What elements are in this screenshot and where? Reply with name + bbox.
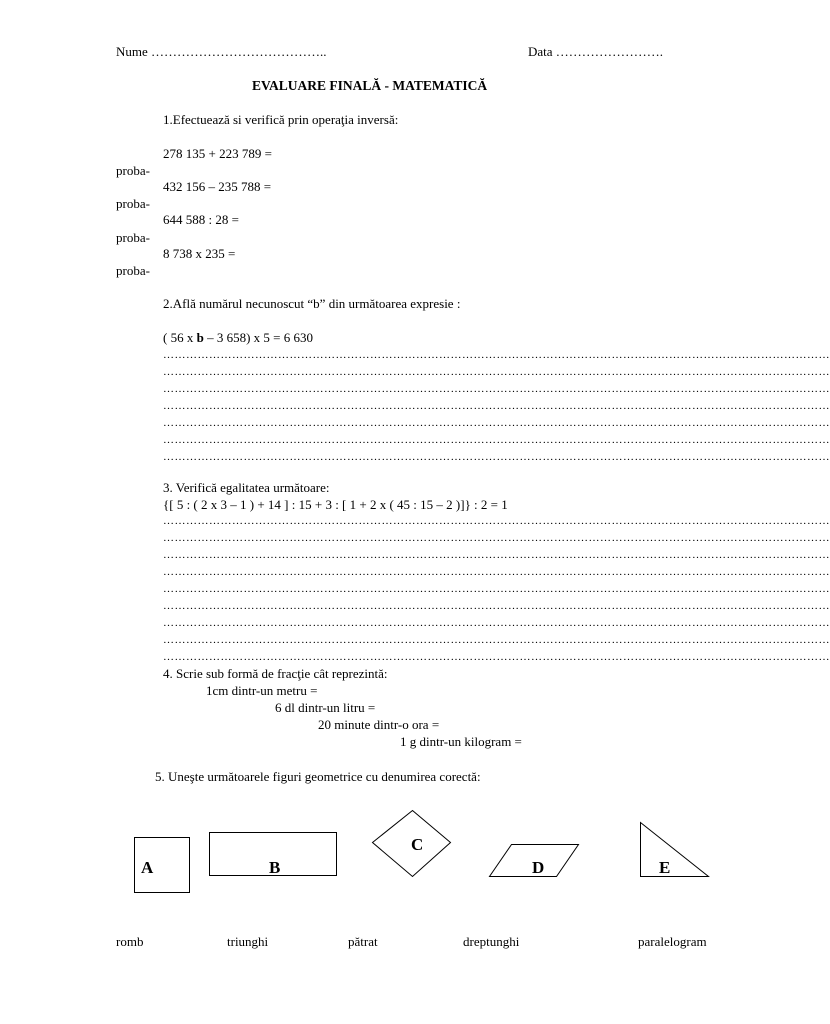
ex1-op-4: 8 738 x 235 = [163,246,236,261]
shape-label-c: C [411,835,424,854]
ex2-instruction: 2.Află numărul necunoscut “b” din următoarea expresie : [163,296,461,311]
ex3-instruction: 3. Verifică egalitatea următoare: [163,480,330,495]
name-paralelogram: paralelogram [638,934,707,949]
ex2-expr-part-a: ( 56 x [163,330,194,345]
ex4-item-1: 1cm dintr-un metru = [206,683,318,698]
ex2-dotted-line-4: ………………………………………………………………………………………………………………………………………………………… [163,400,830,412]
ex2-dotted-line-6: ………………………………………………………………………………………………………………………………………………………… [163,434,830,446]
name-dots: ………………………………….. [151,44,327,59]
name-romb: romb [116,934,144,949]
date-label: Data [528,44,553,59]
name-label: Nume [116,44,148,59]
ex4-item-2: 6 dl dintr-un litru = [275,700,376,715]
shape-label-a: A [141,858,154,877]
ex1-op-3: 644 588 : 28 = [163,212,239,227]
ex3-dotted-line-5: ………………………………………………………………………………………………………………………………………………………… [163,583,830,595]
date-dots: ……………………. [555,44,664,59]
ex3-expression: {[ 5 : ( 2 x 3 – 1 ) + 14 ] : 15 + 3 : [ 1 + 2 x ( 45 : 15 – 2 )]} : 2 = 1 [163,497,508,512]
page-title: EVALUARE FINALĂ - MATEMATICĂ [252,78,488,93]
ex1-proba-3: proba- [116,230,150,245]
ex2-dotted-line-1: ………………………………………………………………………………………………………………………………………………………… [163,349,830,361]
ex4-item-4: 1 g dintr-un kilogram = [400,734,522,749]
ex1-proba-1: proba- [116,163,150,178]
ex2-expr-part-c: – 3 658) x 5 = 6 630 [207,330,313,345]
ex4-instruction: 4. Scrie sub formă de fracţie cât reprezintă: [163,666,388,681]
shape-label-e: E [659,858,671,877]
ex3-dotted-line-3: ………………………………………………………………………………………………………………………………………………………… [163,549,830,561]
shape-label-b: B [269,858,281,877]
name-patrat: pătrat [348,934,378,949]
ex3-dotted-line-2: ………………………………………………………………………………………………………………………………………………………… [163,532,830,544]
name-dreptunghi: dreptunghi [463,934,520,949]
ex1-proba-2: proba- [116,196,150,211]
ex4-item-3: 20 minute dintr-o ora = [318,717,440,732]
ex1-op-2: 432 156 – 235 788 = [163,179,272,194]
shape-label-d: D [532,858,545,877]
ex5-instruction: 5. Uneşte următoarele figuri geometrice cu denumirea corectă: [155,769,481,784]
ex1-op-1: 278 135 + 223 789 = [163,146,272,161]
ex3-dotted-line-7: ………………………………………………………………………………………………………………………………………………………… [163,617,830,629]
ex2-dotted-line-3: ………………………………………………………………………………………………………………………………………………………… [163,383,830,395]
ex3-dotted-line-4: ………………………………………………………………………………………………………………………………………………………… [163,566,830,578]
ex3-dotted-line-8: ………………………………………………………………………………………………………………………………………………………… [163,634,830,646]
ex3-dotted-line-9: ………………………………………………………………………………………………………………………………………………………… [163,651,830,663]
ex2-dotted-line-2: ………………………………………………………………………………………………………………………………………………………… [163,366,830,378]
shape-triangle-e [641,823,709,877]
ex1-instruction: 1.Efectuează si verifică prin operaţia inversă: [163,112,399,127]
name-triunghi: triunghi [227,934,269,949]
ex1-proba-4: proba- [116,263,150,278]
ex3-dotted-line-1: ………………………………………………………………………………………………………………………………………………………… [163,515,830,527]
ex2-unknown-b: b [196,330,204,345]
ex2-dotted-line-5: ………………………………………………………………………………………………………………………………………………………… [163,417,830,429]
ex3-dotted-line-6: ………………………………………………………………………………………………………………………………………………………… [163,600,830,612]
ex2-dotted-line-7: ………………………………………………………………………………………………………………………………………………………… [163,451,830,463]
